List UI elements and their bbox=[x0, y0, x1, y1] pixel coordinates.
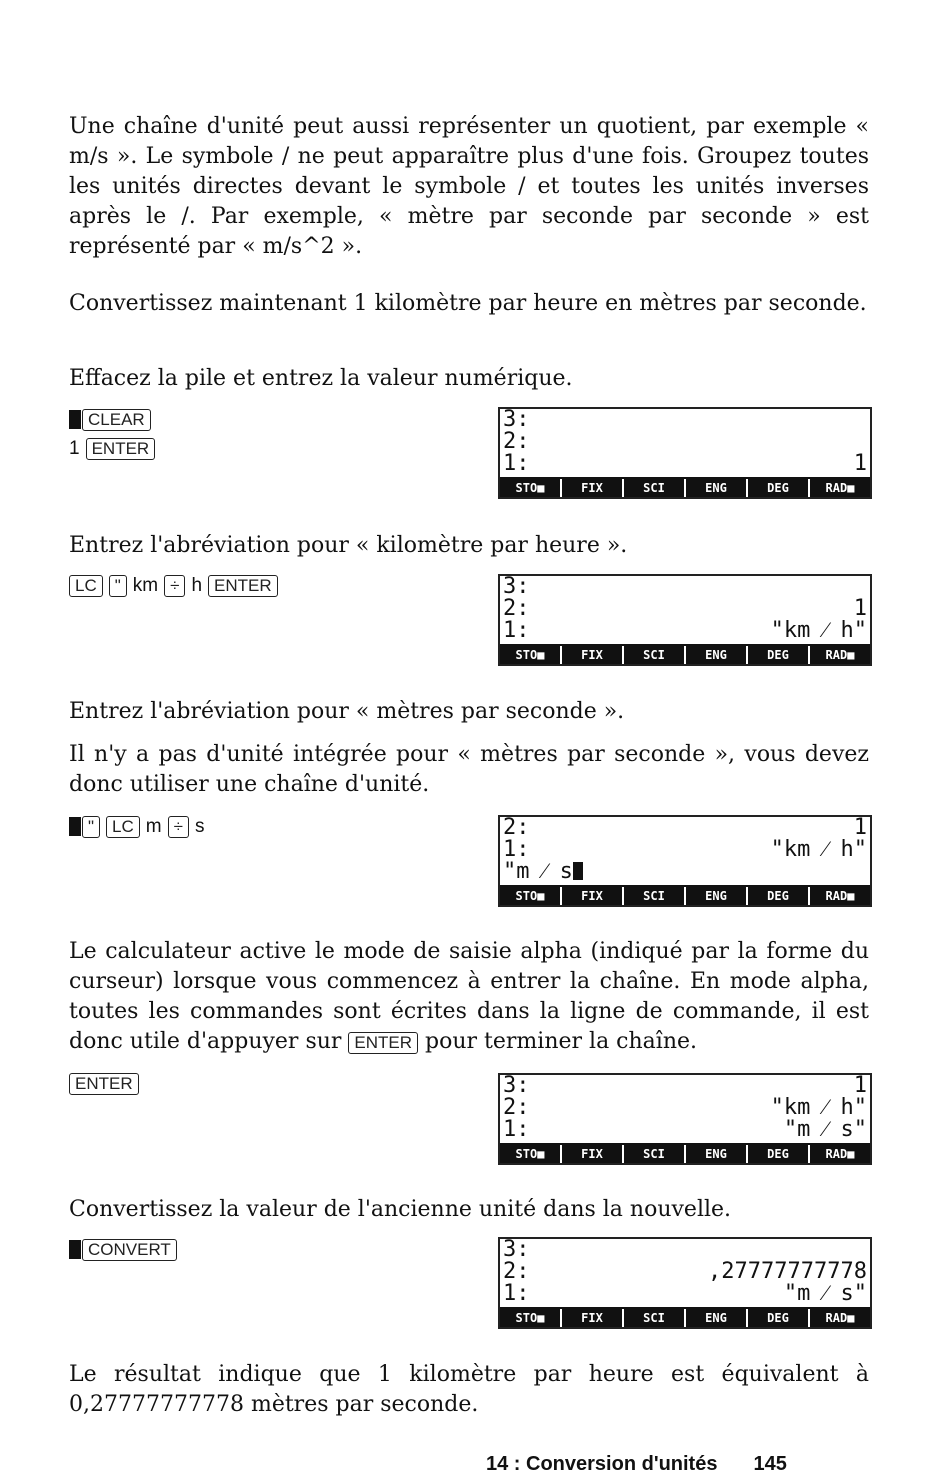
stack-level-2: 2: bbox=[503, 1259, 530, 1284]
convert-instruction: Convertissez maintenant 1 kilomètre par heure en mètres par seconde. bbox=[69, 291, 867, 316]
stack-value-2: ,27777777778 bbox=[708, 1259, 867, 1284]
page-number: 145 bbox=[753, 1453, 787, 1475]
stack-level-2: 2: bbox=[503, 596, 530, 621]
soft-menu bbox=[500, 477, 870, 497]
menu-sci: SCI bbox=[622, 1309, 684, 1327]
menu-fix: FIX bbox=[560, 1309, 622, 1327]
text-km: km bbox=[132, 575, 159, 596]
command-line: "m ⁄ s bbox=[503, 859, 573, 884]
stack-level-3: 3: bbox=[503, 1237, 530, 1262]
menu-sci: SCI bbox=[622, 646, 684, 664]
enter-key: ENTER bbox=[86, 438, 156, 460]
alpha-mode-paragraph: Le calculateur active le mode de saisie alpha (indiqué par la forme du curseur) lorsque vous commencez à entrer la chaîne. En mode alpha, toutes les commandes sont écrites dans la ligne de commande, il est donc utile d'appuyer sur ENTER pour terminer la chaîne. bbox=[69, 939, 869, 1054]
menu-fix: FIX bbox=[560, 887, 622, 905]
keystrokes-step-4 bbox=[69, 1069, 145, 1098]
convert-key: CONVERT bbox=[82, 1239, 177, 1261]
menu-sto: STO■ bbox=[515, 1311, 545, 1325]
stack-level-2: 2: bbox=[503, 1095, 530, 1120]
stack-level-3: 3: bbox=[503, 1073, 530, 1098]
quote-key: " bbox=[109, 575, 127, 597]
stack-value-1: "km ⁄ h" bbox=[770, 837, 867, 862]
stack-level-1: 1: bbox=[503, 1117, 530, 1142]
soft-menu bbox=[500, 1307, 870, 1327]
stack-value-2: 1 bbox=[853, 815, 867, 840]
shift-key-icon bbox=[69, 1240, 81, 1259]
stack-level-1: 1: bbox=[503, 451, 530, 476]
menu-sci: SCI bbox=[622, 479, 684, 497]
shift-key-icon bbox=[69, 817, 81, 836]
keystrokes-step-5 bbox=[69, 1235, 183, 1264]
keystrokes-step-3 bbox=[69, 812, 210, 841]
page-footer bbox=[486, 1453, 787, 1476]
stack-value-2: 1 bbox=[853, 596, 867, 621]
result-paragraph: Le résultat indique que 1 kilomètre par heure est équivalent à 0,27777777778 mètres par seconde. bbox=[69, 1362, 869, 1417]
chapter-title: 14 : Conversion d'unités bbox=[486, 1453, 718, 1475]
calculator-screen-2 bbox=[498, 574, 872, 666]
stack-level-3: 3: bbox=[503, 407, 530, 432]
stack-level-1: 1: bbox=[503, 1281, 530, 1306]
menu-rad: RAD■ bbox=[808, 479, 870, 497]
menu-eng: ENG bbox=[684, 1145, 746, 1163]
enter-key: ENTER bbox=[208, 575, 278, 597]
intro-paragraph: Une chaîne d'unité peut aussi représenter un quotient, par exemple « m/s ». Le symbole / ne peut apparaître plus d'une fois. Groupez toutes les unités directes devant le symbole / et toutes les unités inverses après le /. Par exemple, « mètre par seconde par seconde » est représenté par « m/s^2 ». bbox=[69, 114, 869, 259]
m-s-instruction: Entrez l'abréviation pour « mètres par seconde ». bbox=[69, 699, 625, 724]
stack-level-1: 1: bbox=[503, 837, 530, 862]
soft-menu bbox=[500, 644, 870, 664]
text-m: m bbox=[145, 816, 162, 837]
text-h: h bbox=[191, 575, 203, 596]
lc-key: LC bbox=[106, 816, 140, 838]
calculator-screen-5 bbox=[498, 1237, 872, 1329]
soft-menu bbox=[500, 1143, 870, 1163]
lc-key: LC bbox=[69, 575, 103, 597]
menu-deg: DEG bbox=[746, 479, 808, 497]
stack-level-2: 2: bbox=[503, 429, 530, 454]
menu-deg: DEG bbox=[746, 646, 808, 664]
menu-eng: ENG bbox=[684, 479, 746, 497]
quote-key: " bbox=[82, 816, 100, 838]
menu-rad: RAD■ bbox=[808, 1145, 870, 1163]
menu-rad: RAD■ bbox=[808, 646, 870, 664]
menu-fix: FIX bbox=[560, 479, 622, 497]
enter-key: ENTER bbox=[348, 1032, 418, 1054]
stack-value-1: "m ⁄ s" bbox=[783, 1281, 867, 1306]
menu-sci: SCI bbox=[622, 1145, 684, 1163]
menu-eng: ENG bbox=[684, 646, 746, 664]
calculator-screen-1 bbox=[498, 407, 872, 499]
soft-menu bbox=[500, 885, 870, 905]
stack-level-2: 2: bbox=[503, 815, 530, 840]
keystrokes-step-2 bbox=[69, 571, 284, 600]
menu-eng: ENG bbox=[684, 887, 746, 905]
divide-key: ÷ bbox=[164, 575, 185, 597]
menu-rad: RAD■ bbox=[808, 887, 870, 905]
km-h-instruction: Entrez l'abréviation pour « kilomètre par heure ». bbox=[69, 533, 628, 558]
shift-key-icon bbox=[69, 410, 81, 429]
unit-string-note: Il n'y a pas d'unité intégrée pour « mètres par seconde », vous devez donc utiliser une chaîne d'unité. bbox=[69, 742, 869, 797]
stack-value-1: "m ⁄ s" bbox=[783, 1117, 867, 1142]
stack-value-2: "km ⁄ h" bbox=[770, 1095, 867, 1120]
digit-key: 1 bbox=[69, 438, 80, 459]
conversion-instruction: Convertissez la valeur de l'ancienne unité dans la nouvelle. bbox=[69, 1197, 732, 1222]
menu-deg: DEG bbox=[746, 887, 808, 905]
menu-sto: STO■ bbox=[515, 889, 545, 903]
menu-fix: FIX bbox=[560, 1145, 622, 1163]
text-s: s bbox=[194, 816, 205, 837]
menu-fix: FIX bbox=[560, 646, 622, 664]
stack-level-3: 3: bbox=[503, 574, 530, 599]
calculator-screen-4 bbox=[498, 1073, 872, 1165]
stack-level-1: 1: bbox=[503, 618, 530, 643]
menu-deg: DEG bbox=[746, 1309, 808, 1327]
menu-eng: ENG bbox=[684, 1309, 746, 1327]
menu-sto: STO■ bbox=[515, 1147, 545, 1161]
menu-rad: RAD■ bbox=[808, 1309, 870, 1327]
enter-key: ENTER bbox=[69, 1073, 139, 1095]
clear-instruction: Effacez la pile et entrez la valeur numérique. bbox=[69, 366, 573, 391]
divide-key: ÷ bbox=[168, 816, 189, 838]
stack-value-1: 1 bbox=[853, 451, 867, 476]
alpha-cursor-icon bbox=[573, 862, 583, 880]
stack-value-3: 1 bbox=[853, 1073, 867, 1098]
menu-deg: DEG bbox=[746, 1145, 808, 1163]
menu-sto: STO■ bbox=[515, 648, 545, 662]
calculator-screen-3 bbox=[498, 815, 872, 907]
keystrokes-step-1 bbox=[69, 405, 161, 463]
menu-sci: SCI bbox=[622, 887, 684, 905]
clear-key: CLEAR bbox=[82, 409, 151, 431]
stack-value-1: "km ⁄ h" bbox=[770, 618, 867, 643]
menu-sto: STO■ bbox=[515, 481, 545, 495]
